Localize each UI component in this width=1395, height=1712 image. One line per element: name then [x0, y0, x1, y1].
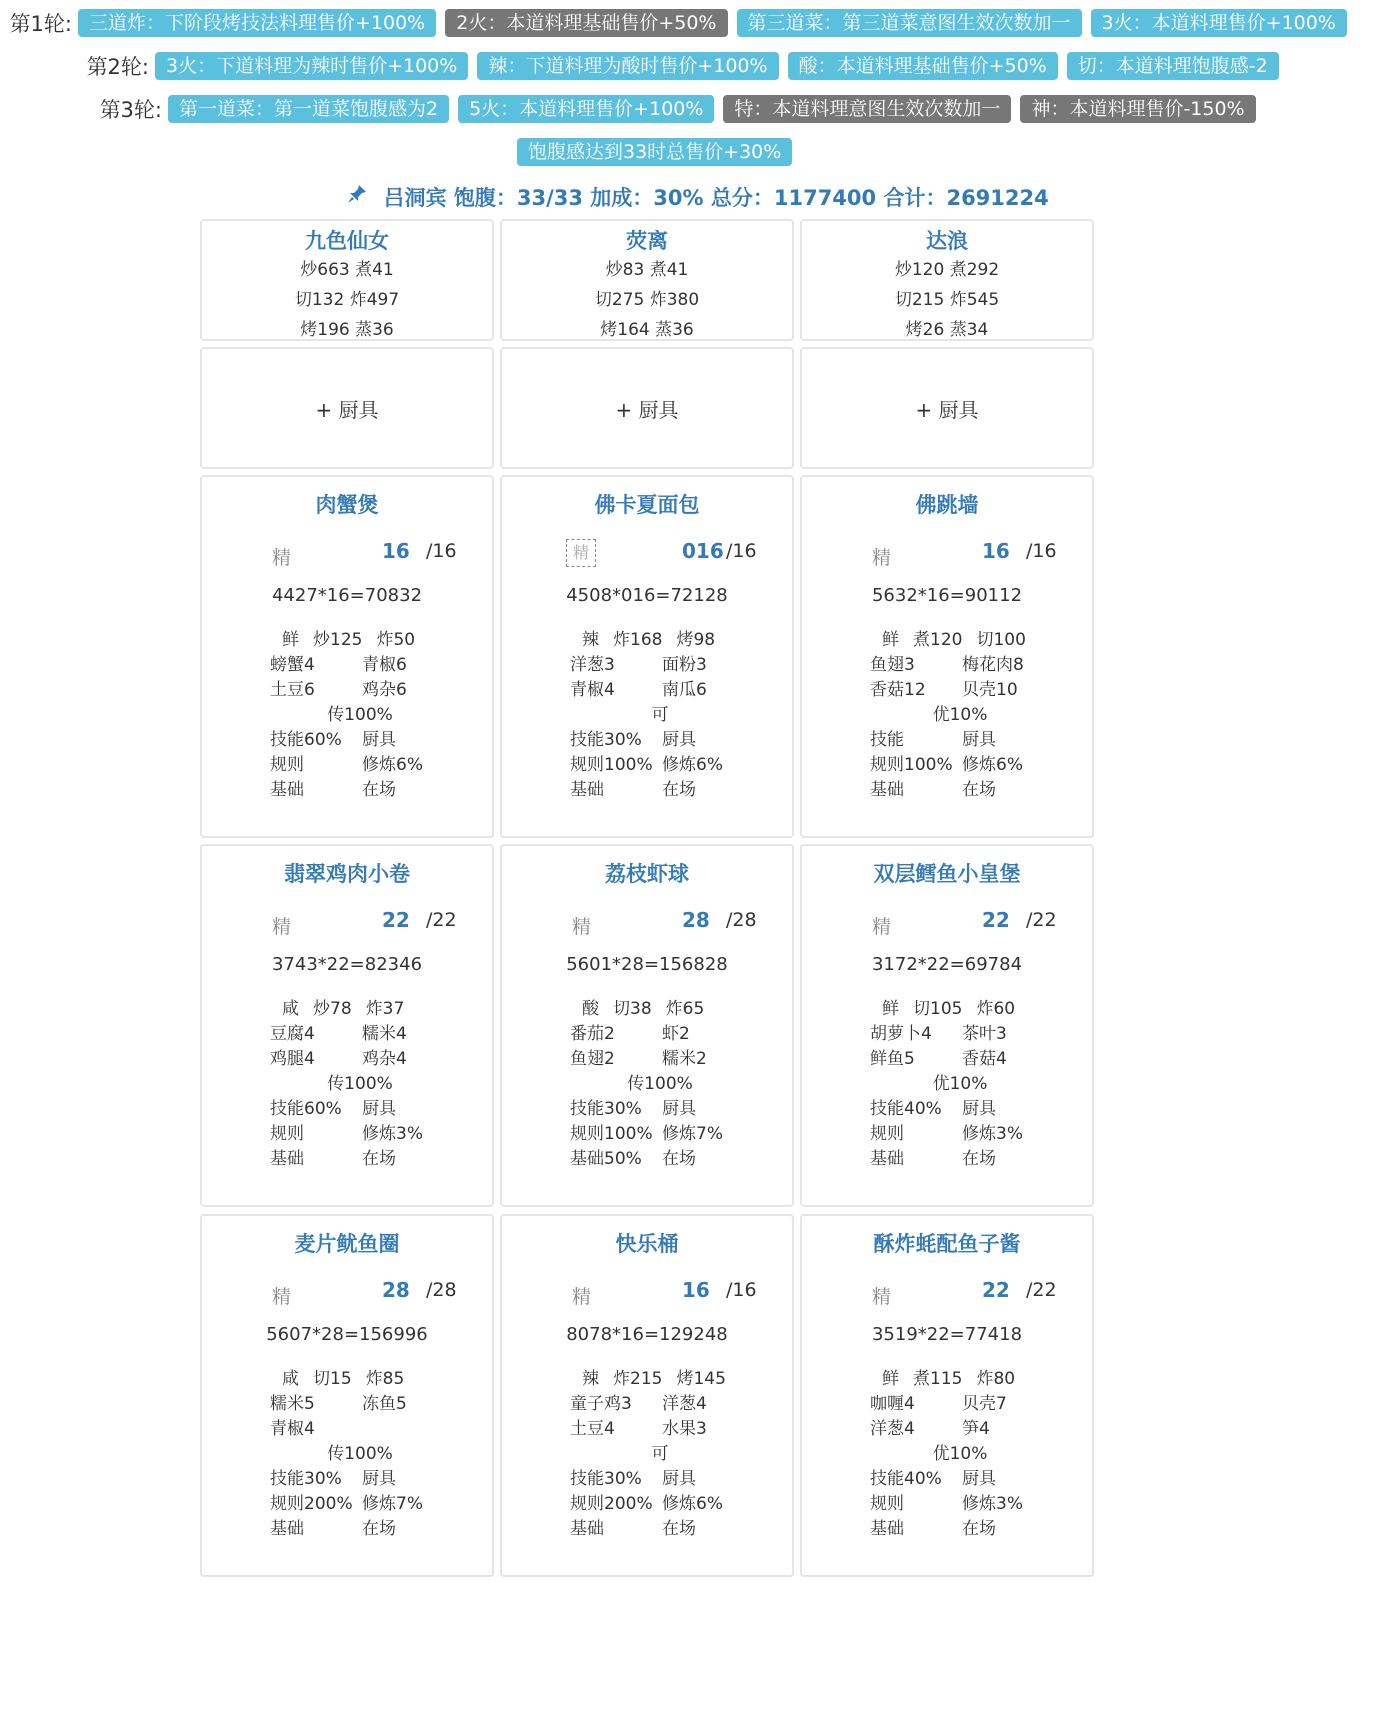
base-row [870, 1147, 1092, 1172]
rule-row-left: 规则100% [870, 755, 953, 775]
dish-details [202, 997, 492, 1172]
round-tag[interactable]: 三道炸：下阶段烤技法料理售价+100% [78, 9, 436, 37]
ingredient-row [270, 1047, 492, 1072]
flavor-item: 辣 [582, 1369, 599, 1389]
chef-stat: 炒120 煮292 [894, 260, 1000, 280]
dish-name[interactable]: 佛卡夏面包 [594, 493, 700, 517]
flavor-item: 煮120 [913, 630, 963, 650]
ingredient: 豆腐4 [270, 1024, 315, 1044]
ingredient: 糯米2 [662, 1049, 707, 1069]
dish-details [802, 628, 1092, 803]
chef-stat: 切132 炸497 [294, 290, 400, 310]
flavor-item: 辣 [582, 630, 599, 650]
dish-quantity-row [802, 888, 1092, 938]
dish-quantity[interactable]: 28 [682, 908, 710, 932]
price-formula: 8078*16=129248 [566, 1324, 728, 1345]
base-row-left: 基础 [570, 1519, 604, 1539]
add-equipment-label[interactable]: + 厨具 [315, 397, 379, 422]
skill-row [870, 728, 1092, 753]
dish-max-quantity: /16 [1026, 540, 1057, 562]
dish-card[interactable] [800, 844, 1094, 1207]
skill-row [270, 728, 492, 753]
ingredient-row [570, 1047, 792, 1072]
ingredient: 土豆6 [270, 680, 315, 700]
dish-quantity[interactable]: 16 [382, 539, 410, 563]
round-tag[interactable]: 辣：下道料理为酸时售价+100% [477, 52, 778, 80]
dish-details [502, 628, 792, 803]
dish-quantity[interactable]: 22 [982, 1278, 1010, 1302]
dish-max-quantity: /22 [1026, 909, 1057, 931]
flavor-row [870, 1367, 1092, 1392]
dish-card[interactable] [200, 1214, 494, 1577]
ingredient: 咖喱4 [870, 1394, 915, 1414]
ingredient: 糯米5 [270, 1394, 315, 1414]
skill-row [570, 1467, 792, 1492]
round-label: 第1轮: [9, 12, 72, 36]
rule-row-left: 规则100% [570, 755, 653, 775]
base-row-left: 基础 [870, 1149, 904, 1169]
round-tag[interactable]: 特：本道料理意图生效次数加一 [723, 95, 1011, 123]
ingredient: 番茄2 [570, 1024, 615, 1044]
flavor-item: 切105 [913, 999, 963, 1019]
skill-row-left: 技能30% [570, 730, 642, 750]
dish-quantity[interactable]: 28 [382, 1278, 410, 1302]
refine-label[interactable]: 精 [272, 1286, 292, 1308]
chef-stat: 切275 炸380 [594, 290, 700, 310]
rule-row [270, 1492, 492, 1517]
dish-max-quantity: /16 [726, 540, 757, 562]
ingredient: 青椒4 [570, 680, 615, 700]
base-row [870, 1517, 1092, 1542]
dish-name[interactable]: 佛跳墙 [915, 493, 979, 517]
flavor-item: 炸65 [665, 999, 705, 1019]
rule-row-left: 规则200% [570, 1494, 653, 1514]
chef-stat: 烤196 蒸36 [300, 320, 394, 340]
flavor-row [270, 997, 492, 1022]
dish-quantity[interactable]: 016 [682, 539, 724, 563]
ingredient-row [870, 1417, 1092, 1442]
equipment-slot[interactable] [200, 347, 494, 469]
dish-name[interactable]: 双层鳕鱼小皇堡 [873, 862, 1021, 886]
base-row-right: 在场 [662, 1519, 696, 1539]
skill-row-right: 厨具 [362, 730, 396, 750]
ingredient-row [570, 1417, 792, 1442]
dish-quantity-row [502, 888, 792, 938]
rule-row [270, 753, 492, 778]
dish-max-quantity: /22 [1026, 1279, 1057, 1301]
flavor-item: 炸80 [976, 1369, 1016, 1389]
price-formula: 5632*16=90112 [871, 585, 1023, 606]
base-row [270, 1517, 492, 1542]
ingredient-row [270, 1022, 492, 1047]
flavor-item: 鲜 [882, 999, 899, 1019]
flavor-row [870, 997, 1092, 1022]
refine-label[interactable]: 精 [872, 547, 892, 569]
flavor-item: 炸168 [613, 630, 663, 650]
base-row-left: 基础 [270, 780, 304, 800]
round-tag[interactable]: 第三道菜：第三道菜意图生效次数加一 [737, 9, 1082, 37]
dish-quantity-row [502, 1258, 792, 1308]
round-tag[interactable]: 饱腹感达到33时总售价+30% [517, 138, 792, 166]
ingredient-row [870, 1047, 1092, 1072]
skill-row-right: 厨具 [362, 1099, 396, 1119]
chef-name[interactable]: 九色仙女 [305, 229, 389, 253]
dish-card[interactable] [200, 475, 494, 838]
flavor-item: 切100 [976, 630, 1026, 650]
flavor-item: 炸37 [365, 999, 405, 1019]
base-row-right: 在场 [962, 780, 996, 800]
flavor-item: 鲜 [882, 1369, 899, 1389]
price-formula: 4508*016=72128 [566, 585, 728, 606]
chef-stat: 烤26 蒸34 [905, 320, 989, 340]
ingredient-row [870, 1022, 1092, 1047]
dish-details [802, 997, 1092, 1172]
ingredient: 茶叶3 [962, 1024, 1007, 1044]
base-row-left: 基础 [870, 1519, 904, 1539]
base-row-left: 基础 [570, 780, 604, 800]
flavor-row [570, 1367, 792, 1392]
ingredient: 青椒6 [362, 655, 407, 675]
price-formula: 3519*22=77418 [871, 1324, 1023, 1345]
quality-label: 传100% [627, 1074, 693, 1094]
chef-stat: 切215 炸545 [894, 290, 1000, 310]
skill-row-right: 厨具 [662, 1469, 696, 1489]
ingredient: 土豆4 [570, 1419, 615, 1439]
dish-card[interactable] [500, 1214, 794, 1577]
round-row [0, 94, 1395, 124]
base-row-right: 在场 [662, 1149, 696, 1169]
dish-quantity[interactable]: 16 [982, 539, 1010, 563]
add-equipment-label[interactable]: + 厨具 [615, 397, 679, 422]
flavor-row [270, 628, 492, 653]
ingredient: 鸡杂4 [362, 1049, 407, 1069]
dish-max-quantity: /16 [726, 1279, 757, 1301]
base-row [870, 778, 1092, 803]
chef-card[interactable] [500, 219, 794, 341]
skill-row [870, 1097, 1092, 1122]
ingredient: 香菇4 [962, 1049, 1007, 1069]
ingredient: 南瓜6 [662, 680, 707, 700]
flavor-item: 咸 [282, 999, 299, 1019]
summary-bar [0, 182, 1395, 212]
ingredient-row [870, 1392, 1092, 1417]
round-row [0, 51, 1395, 81]
ingredient: 洋葱4 [870, 1419, 915, 1439]
base-row-right: 在场 [362, 1519, 396, 1539]
dish-max-quantity: /28 [426, 1279, 457, 1301]
chef-stat: 炒83 煮41 [605, 260, 689, 280]
dish-name[interactable]: 荔枝虾球 [605, 862, 689, 886]
ingredient-row [270, 678, 492, 703]
ingredient-row [570, 678, 792, 703]
rule-row [570, 753, 792, 778]
base-row-left: 基础 [270, 1519, 304, 1539]
base-row-right: 在场 [962, 1519, 996, 1539]
skill-row-left: 技能30% [570, 1099, 642, 1119]
rule-row-left: 规则 [870, 1124, 904, 1144]
ingredient: 梅花肉8 [962, 655, 1024, 675]
ingredient: 鸡腿4 [270, 1049, 315, 1069]
skill-row-left: 技能40% [870, 1469, 942, 1489]
flavor-item: 酸 [582, 999, 599, 1019]
rule-row-right: 修炼6% [662, 755, 723, 775]
flavor-item: 煮115 [913, 1369, 963, 1389]
flavor-item: 烤145 [676, 1369, 726, 1389]
flavor-item: 炸60 [976, 999, 1016, 1019]
base-row-right: 在场 [362, 1149, 396, 1169]
round-tag[interactable]: 2火：本道料理基础售价+50% [445, 9, 727, 37]
chef-card[interactable] [800, 219, 1094, 341]
quality-label: 传100% [327, 705, 393, 725]
flavor-item: 炒125 [313, 630, 363, 650]
base-row-right: 在场 [962, 1149, 996, 1169]
ingredient-row [570, 1392, 792, 1417]
skill-row [870, 1467, 1092, 1492]
rule-row [570, 1122, 792, 1147]
chef-name[interactable]: 达浪 [926, 229, 968, 253]
price-formula: 3172*22=69784 [871, 954, 1023, 975]
dish-name[interactable]: 肉蟹煲 [315, 493, 379, 517]
ingredient: 洋葱3 [570, 655, 615, 675]
ingredient-row [270, 1417, 492, 1442]
ingredient: 贝壳7 [962, 1394, 1007, 1414]
dish-card[interactable] [200, 844, 494, 1207]
ingredient-row [870, 678, 1092, 703]
ingredient-row [870, 653, 1092, 678]
base-row-right: 在场 [662, 780, 696, 800]
dish-name[interactable]: 翡翠鸡肉小卷 [284, 862, 410, 886]
price-formula: 3743*22=82346 [271, 954, 423, 975]
base-row [570, 778, 792, 803]
rule-row [870, 753, 1092, 778]
price-formula: 5601*28=156828 [566, 954, 728, 975]
refine-label[interactable]: 精 [572, 916, 592, 938]
round-row [0, 8, 1395, 38]
dish-quantity-row [202, 888, 492, 938]
ingredient: 鲜鱼5 [870, 1049, 915, 1069]
ingredient: 虾2 [662, 1024, 690, 1044]
chef-name[interactable]: 荧离 [626, 229, 668, 253]
rule-row-right: 修炼3% [962, 1124, 1023, 1144]
price-formula: 4427*16=70832 [271, 585, 423, 606]
ingredient-row [570, 653, 792, 678]
ingredient: 鱼翅2 [570, 1049, 615, 1069]
skill-row-left: 技能60% [270, 1099, 342, 1119]
dish-quantity-row [202, 1258, 492, 1308]
price-formula: 5607*28=156996 [266, 1324, 428, 1345]
skill-row-right: 厨具 [662, 1099, 696, 1119]
skill-row-right: 厨具 [662, 730, 696, 750]
dish-quantity[interactable]: 16 [682, 1278, 710, 1302]
quality-label: 传100% [327, 1444, 393, 1464]
refine-label[interactable]: 精 [272, 916, 292, 938]
round-row [0, 137, 1395, 167]
round-tag[interactable]: 酸：本道料理基础售价+50% [788, 52, 1058, 80]
add-equipment-label[interactable]: + 厨具 [915, 397, 979, 422]
ingredient: 笋4 [962, 1419, 990, 1439]
rule-row-left: 规则100% [570, 1124, 653, 1144]
skill-row-right: 厨具 [962, 1469, 996, 1489]
dish-quantity-row [802, 1258, 1092, 1308]
ingredient: 青椒4 [270, 1419, 315, 1439]
refine-label[interactable]: 精 [272, 547, 292, 569]
ingredient: 洋葱4 [662, 1394, 707, 1414]
equipment-slot[interactable] [800, 347, 1094, 469]
round-tag[interactable]: 切：本道料理饱腹感-2 [1067, 52, 1279, 80]
ingredient: 贝壳10 [962, 680, 1018, 700]
base-row-left: 基础 [870, 780, 904, 800]
chef-stat: 炒663 煮41 [300, 260, 394, 280]
base-row [570, 1147, 792, 1172]
quality-label: 可 [651, 705, 669, 725]
ingredient: 鸡杂6 [362, 680, 407, 700]
dish-card[interactable] [800, 475, 1094, 838]
ingredient-row [570, 1022, 792, 1047]
rule-row-right: 修炼7% [662, 1124, 723, 1144]
rule-row [270, 1122, 492, 1147]
refine-label[interactable]: 精 [566, 539, 596, 567]
quality-label: 优10% [932, 705, 988, 725]
ingredient: 冻鱼5 [362, 1394, 407, 1414]
dish-quantity-row [202, 519, 492, 569]
round-tag[interactable]: 3火：下道料理为辣时售价+100% [155, 52, 468, 80]
flavor-item: 切38 [613, 999, 652, 1019]
skill-row-right: 厨具 [962, 730, 996, 750]
refine-label[interactable]: 精 [872, 916, 892, 938]
dish-details [202, 1367, 492, 1542]
rule-row [870, 1122, 1092, 1147]
dish-max-quantity: /28 [726, 909, 757, 931]
dish-card[interactable] [500, 844, 794, 1207]
rule-row-right: 修炼6% [662, 1494, 723, 1514]
ingredient: 螃蟹4 [270, 655, 315, 675]
ingredient: 童子鸡3 [570, 1394, 632, 1414]
chef-stat: 烤164 蒸36 [600, 320, 694, 340]
flavor-item: 鲜 [882, 630, 899, 650]
flavor-item: 鲜 [282, 630, 299, 650]
chef-card[interactable] [200, 219, 494, 341]
dish-quantity[interactable]: 22 [982, 908, 1010, 932]
rule-row-right: 修炼3% [962, 1494, 1023, 1514]
skill-row-left: 技能30% [570, 1469, 642, 1489]
skill-row-left: 技能60% [270, 730, 342, 750]
flavor-item: 炸215 [613, 1369, 663, 1389]
ingredient: 面粉3 [662, 655, 707, 675]
quality-label: 优10% [932, 1074, 988, 1094]
dish-card[interactable] [800, 1214, 1094, 1577]
ingredient: 水果3 [662, 1419, 707, 1439]
dish-quantity[interactable]: 22 [382, 908, 410, 932]
dish-name[interactable]: 麦片鱿鱼圈 [294, 1232, 400, 1256]
quality-label: 传100% [327, 1074, 393, 1094]
ingredient-row [270, 1392, 492, 1417]
rule-row-right: 修炼7% [362, 1494, 423, 1514]
round-tag[interactable]: 5火：本道料理售价+100% [458, 95, 714, 123]
dish-quantity-row [802, 519, 1092, 569]
base-row-left: 基础50% [570, 1149, 642, 1169]
summary-text: 吕洞宾 饱腹：33/33 加成：30% 总分：1177400 合计：2691224 [383, 186, 1049, 210]
dish-details [502, 1367, 792, 1542]
refine-label[interactable]: 精 [572, 1286, 592, 1308]
flavor-item: 咸 [282, 1369, 299, 1389]
ingredient: 胡萝卜4 [870, 1024, 932, 1044]
rule-row-left: 规则 [870, 1494, 904, 1514]
round-tag[interactable]: 神：本道料理售价-150% [1020, 95, 1255, 123]
skill-row [270, 1467, 492, 1492]
rule-row-left: 规则 [270, 1124, 304, 1144]
dish-details [802, 1367, 1092, 1542]
flavor-item: 切15 [313, 1369, 352, 1389]
flavor-row [570, 997, 792, 1022]
rule-row-left: 规则 [270, 755, 304, 775]
quality-label: 可 [651, 1444, 669, 1464]
flavor-row [270, 1367, 492, 1392]
skill-row [570, 728, 792, 753]
ingredient: 糯米4 [362, 1024, 407, 1044]
skill-row-left: 技能 [870, 730, 904, 750]
base-row [570, 1517, 792, 1542]
pin-icon[interactable] [346, 183, 368, 210]
dish-max-quantity: /22 [426, 909, 457, 931]
skill-row-right: 厨具 [362, 1469, 396, 1489]
flavor-row [870, 628, 1092, 653]
base-row [270, 1147, 492, 1172]
ingredient: 香菇12 [870, 680, 926, 700]
flavor-item: 烤98 [676, 630, 716, 650]
equipment-slot[interactable] [500, 347, 794, 469]
flavor-item: 炒78 [313, 999, 352, 1019]
round-label: 第3轮: [99, 98, 162, 122]
quality-label: 优10% [932, 1444, 988, 1464]
dish-details [502, 997, 792, 1172]
base-row-right: 在场 [362, 780, 396, 800]
dish-details [202, 628, 492, 803]
rule-row [870, 1492, 1092, 1517]
ingredient-row [270, 653, 492, 678]
rule-row-right: 修炼6% [962, 755, 1023, 775]
skill-row-left: 技能40% [870, 1099, 942, 1119]
refine-label[interactable]: 精 [872, 1286, 892, 1308]
ingredient: 鱼翅3 [870, 655, 915, 675]
base-row [270, 778, 492, 803]
dish-name[interactable]: 快乐桶 [615, 1232, 679, 1256]
rule-row-right: 修炼3% [362, 1124, 423, 1144]
rule-row [570, 1492, 792, 1517]
skill-row-right: 厨具 [962, 1099, 996, 1119]
round-label: 第2轮: [86, 55, 149, 79]
skill-row-left: 技能30% [270, 1469, 342, 1489]
round-tag[interactable]: 第一道菜：第一道菜饱腹感为2 [168, 95, 449, 123]
rule-row-right: 修炼6% [362, 755, 423, 775]
flavor-row [570, 628, 792, 653]
flavor-item: 炸50 [376, 630, 416, 650]
flavor-item: 炸85 [365, 1369, 405, 1389]
base-row-left: 基础 [270, 1149, 304, 1169]
dish-card[interactable] [500, 475, 794, 838]
dish-max-quantity: /16 [426, 540, 457, 562]
skill-row [570, 1097, 792, 1122]
skill-row [270, 1097, 492, 1122]
round-tag[interactable]: 3火：本道料理售价+100% [1091, 9, 1347, 37]
dish-name[interactable]: 酥炸蚝配鱼子酱 [873, 1232, 1021, 1256]
rule-row-left: 规则200% [270, 1494, 353, 1514]
rounds-panel [0, 8, 1395, 180]
dish-quantity-row [502, 519, 792, 565]
